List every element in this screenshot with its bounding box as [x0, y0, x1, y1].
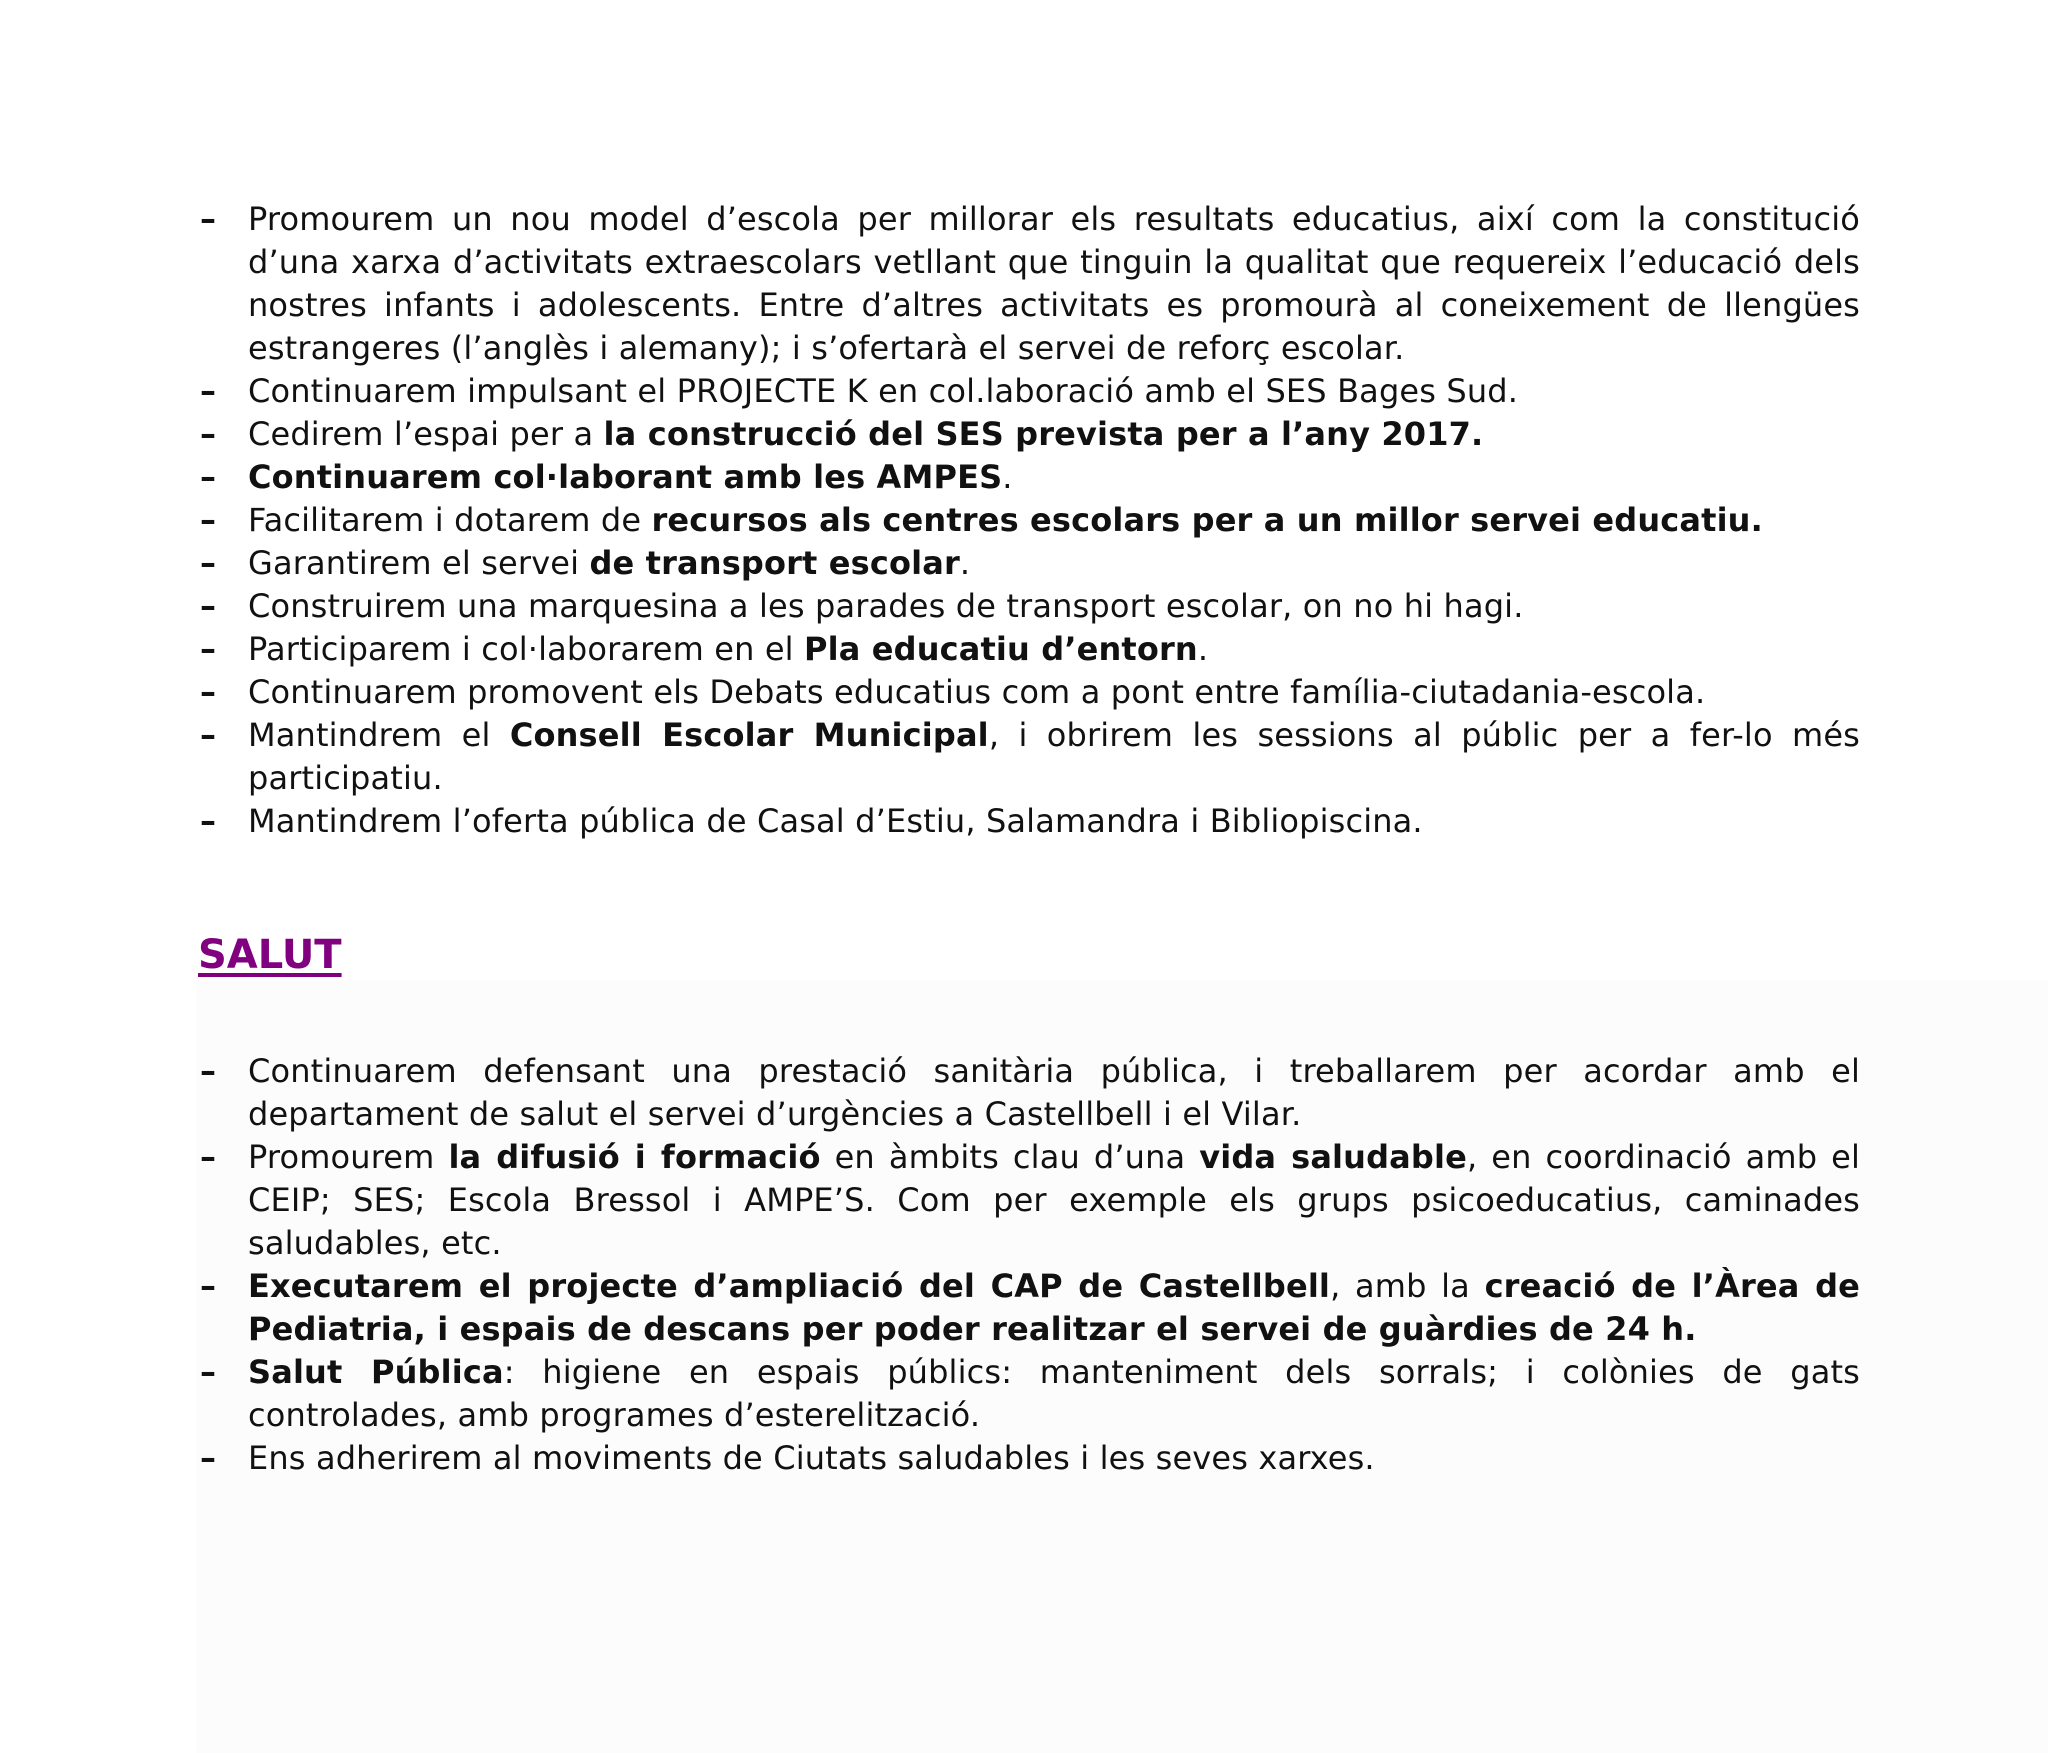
list-item [200, 198, 1860, 370]
bullet-dash: – [200, 673, 217, 711]
list-item [200, 413, 1860, 456]
item-text: Cedirem l’espai per a [248, 415, 604, 453]
list-item [200, 542, 1860, 585]
list-item [200, 1136, 1860, 1265]
item-text: , en coordinació amb el CEIP; SES; Escola Bressol i AMPE’S. Com per exemple els grups psicoeducatius, caminades saludables, etc. [248, 1138, 1861, 1262]
item-text: Ens adherirem al moviments de Ciutats saludables i les seves xarxes. [248, 1439, 1375, 1477]
section-heading-salut: SALUT [198, 932, 342, 978]
item-text: en àmbits clau d’una [820, 1138, 1200, 1176]
bold-text: creació de l’Àrea de Pediatria, i espais de descans per poder realitzar el servei de guàrdies de 24 h. [248, 1267, 1860, 1348]
list-item [200, 800, 1860, 843]
item-text: Garantirem el servei [248, 544, 590, 582]
bold-text: vida saludable [1199, 1138, 1467, 1176]
item-text: . [1002, 458, 1013, 496]
list-item [200, 499, 1860, 542]
item-text: . [959, 544, 971, 582]
bullet-dash: – [200, 587, 217, 625]
bold-text: Salut Pública [248, 1353, 504, 1391]
bold-text: la construcció del SES prevista per a l’any 2017. [603, 415, 1484, 453]
bullet-dash: – [200, 544, 217, 582]
bullet-dash: – [200, 415, 217, 453]
item-text: Construirem una marquesina a les parades de transport escolar, on no hi hagi. [248, 587, 1524, 625]
list-item [200, 714, 1860, 800]
bold-text: recursos als centres escolars per a un millor servei educatiu. [651, 501, 1763, 539]
bold-text: Continuarem col·laborant amb les AMPES [248, 458, 1003, 496]
bullet-dash: – [200, 1439, 217, 1477]
item-text: Continuarem promovent els Debats educatius com a pont entre família-ciutadania-escola. [248, 673, 1706, 711]
bullet-dash: – [200, 1138, 217, 1176]
bullet-dash: – [200, 200, 217, 238]
bullet-dash: – [200, 458, 217, 496]
list-item [200, 1265, 1860, 1351]
list-item [200, 1437, 1860, 1480]
item-text: Mantindrem l’oferta pública de Casal d’Estiu, Salamandra i Bibliopiscina. [248, 802, 1423, 840]
bold-text: Executarem el projecte d’ampliació del CAP de Castellbell [248, 1267, 1331, 1305]
list-item [200, 456, 1860, 499]
bullet-dash: – [200, 1353, 217, 1391]
list-item [200, 585, 1860, 628]
item-text: Participarem i col·laborarem en el [248, 630, 805, 668]
item-text: Promourem [248, 1138, 449, 1176]
list-item [200, 671, 1860, 714]
bullet-dash: – [200, 716, 217, 754]
list-item [200, 1351, 1860, 1437]
item-text: Promourem un nou model d’escola per millorar els resultats educatius, així com la constitució d’una xarxa d’activitats extraescolars vetllant que tinguin la qualitat que requereix l’educació dels nostres infants i adolescents. Entre d’altres activitats es promourà al coneixement de llengües estrangeres (l’anglès i alemany); i s’ofertarà el servei de reforç escolar. [248, 200, 1860, 367]
item-text: Continuarem defensant una prestació sanitària pública, i treballarem per acordar amb el departament de salut el servei d’urgències a Castellbell i el Vilar. [248, 1052, 1860, 1133]
health-list [200, 1050, 1860, 1480]
item-text: Mantindrem el [248, 716, 510, 754]
item-text: , amb la [1330, 1267, 1485, 1305]
item-text: , i obrirem les sessions al públic per a fer-lo més participatiu. [248, 716, 1860, 797]
item-text: . [1197, 630, 1209, 668]
bullet-dash: – [200, 1267, 217, 1305]
bold-text: Consell Escolar Municipal [509, 716, 989, 754]
education-list [200, 198, 1860, 843]
list-item [200, 628, 1860, 671]
bold-text: de transport escolar [589, 544, 960, 582]
bold-text: Pla educatiu d’entorn [804, 630, 1198, 668]
item-text: : higiene en espais públics: manteniment dels sorrals; i colònies de gats controlades, amb programes d’esterelització. [248, 1353, 1861, 1434]
bullet-dash: – [200, 630, 217, 668]
bullet-dash: – [200, 1052, 217, 1090]
list-item [200, 370, 1860, 413]
item-text: Facilitarem i dotarem de [248, 501, 652, 539]
list-item [200, 1050, 1860, 1136]
bullet-dash: – [200, 372, 217, 410]
item-text: Continuarem impulsant el PROJECTE K en col.laboració amb el SES Bages Sud. [248, 372, 1519, 410]
bullet-dash: – [200, 501, 217, 539]
bullet-dash: – [200, 802, 217, 840]
bold-text: la difusió i formació [448, 1138, 821, 1176]
